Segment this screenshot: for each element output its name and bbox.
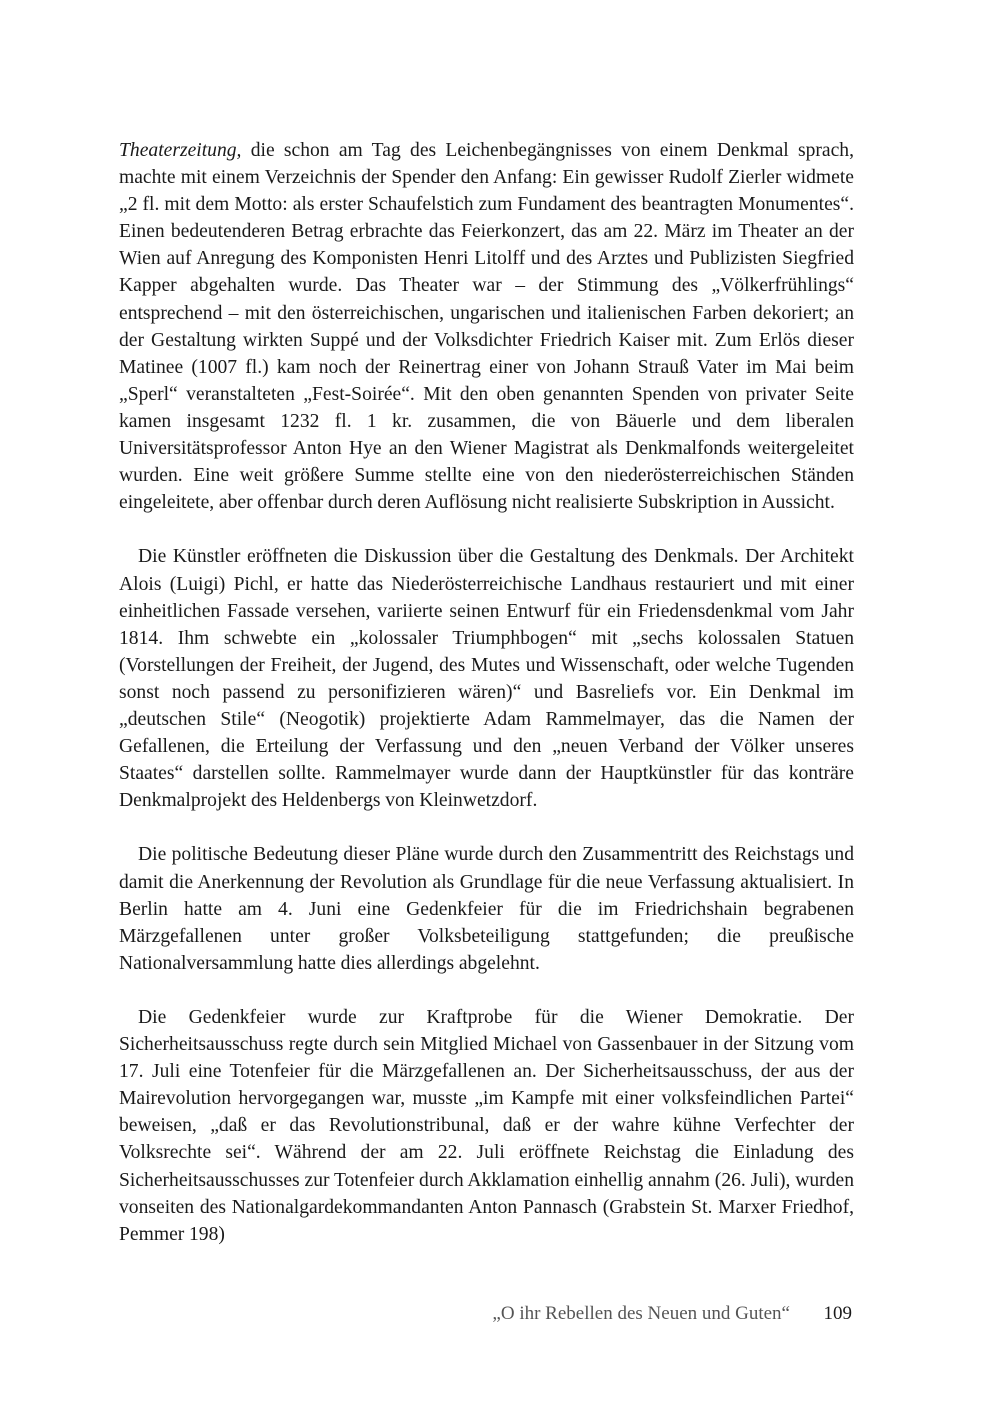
running-title: „O ihr Rebellen des Neuen und Guten“ — [492, 1303, 790, 1324]
paragraph-1-text: die schon am Tag des Leichenbegängnisses von einem Denkmal sprach, machte mit einem Verzeichnis der Spender den Anfang: Ein gewisser Rudolf Zierler widmete „2 fl. mit dem Motto: als erster Schaufelstich zum Fundament des beantragten Monumentes“. Einen bedeutenderen Betrag erbrachte das Feierkonzert, das am 22. März im Theater an der Wien auf Anregung des Komponisten Henri Litolff und des Arztes und Publizisten Siegfried Kapper abgehalten wurde. Das Theater war – der Stimmung des „Völkerfrühlings“ entsprechend – mit den österreichischen, ungarischen und italienischen Farben dekoriert; an der Gestaltung wirkten Suppé und der Volksdichter Friedrich Kaiser mit. Zum Erlös dieser Matinee (1007 fl.) kam noch der Reinertrag einer von Johann Strauß Vater im Mai beim „Sperl“ veranstalteten „Fest-Soirée“. Mit den oben genannten Spenden von privater Seite kamen insgesamt 1232 fl. 1 kr. zusammen, die von Bäuerle und dem liberalen Universitätsprofessor Anton Hye an den Wiener Magistrat als Denkmalfonds weitergeleitet wurden. Eine weit größere Summe stellte eine von den niederösterreichischen Ständen eingeleitete, aber offenbar durch deren Auflösung nicht realisierte Subskription in Aussicht. — [119, 140, 854, 514]
page-body — [119, 137, 854, 1248]
paragraph-4: Die Gedenkfeier wurde zur Kraftprobe für die Wiener Demokratie. Der Sicherheitsausschuss regte durch sein Mitglied Michael von Gassenbauer in der Sitzung vom 17. Juli eine Totenfeier für die Märzgefallenen an. Der Sicherheitsausschuss, der aus der Mairevolution hervorgegangen war, musste „im Kampfe mit einer volksfeindlichen Partei“ beweisen, „daß er das Revolutionstribunal, daß er der wahre kühne Verfechter der Volksrechte sei“. Während der am 22. Juli eröffnete Reichstag die Einladung des Sicherheitsausschusses zur Totenfeier durch Akklamation einhellig annahm (26. Juli), wurden vonseiten des Nationalgardekommandanten Anton Pannasch (Grabstein St. Marxer Friedhof, Pemmer 198) — [119, 1007, 854, 1245]
journal-title: Theaterzeitung, — [119, 140, 242, 161]
paragraph-2: Die Künstler eröffneten die Diskussion über die Gestaltung des Denkmals. Der Architekt Alois (Luigi) Pichl, er hatte das Niederösterreichische Landhaus restauriert und mit einer einheitlichen Fassade versehen, variierte seinen Entwurf für ein Friedensdenkmal vom Jahr 1814. Ihm schwebte ein „kolossaler Triumphbogen“ mit „sechs kolossalen Statuen (Vorstellungen der Freiheit, der Jugend, des Mutes und Wissenschaft, oder welche Tugenden sonst noch passend zu personifizieren wären)“ und Basreliefs vor. Ein Denkmal im „deutschen Stile“ (Neogotik) projektierte Adam Rammelmayer, das die Namen der Gefallenen, die Erteilung der Verfassung und den „neuen Verband der Völker unseres Staates“ darstellen sollte. Rammelmayer wurde dann der Hauptkünstler für das konträre Denkmalprojekt des Heldenbergs von Kleinwetzdorf. — [119, 546, 854, 812]
paragraph-1 — [119, 137, 854, 516]
paragraph-3: Die politische Bedeutung dieser Pläne wurde durch den Zusammentritt des Reichstags und damit die Anerkennung der Revolution als Grundlage für die neue Verfassung aktualisiert. In Berlin hatte am 4. Juni eine Gedenkfeier für die im Friedrichshain begrabenen Märzgefallenen unter großer Volksbeteiligung stattgefunden; die preußische Nationalversammlung hatte dies allerdings abgelehnt. — [119, 844, 854, 974]
page-number: 109 — [823, 1303, 852, 1324]
